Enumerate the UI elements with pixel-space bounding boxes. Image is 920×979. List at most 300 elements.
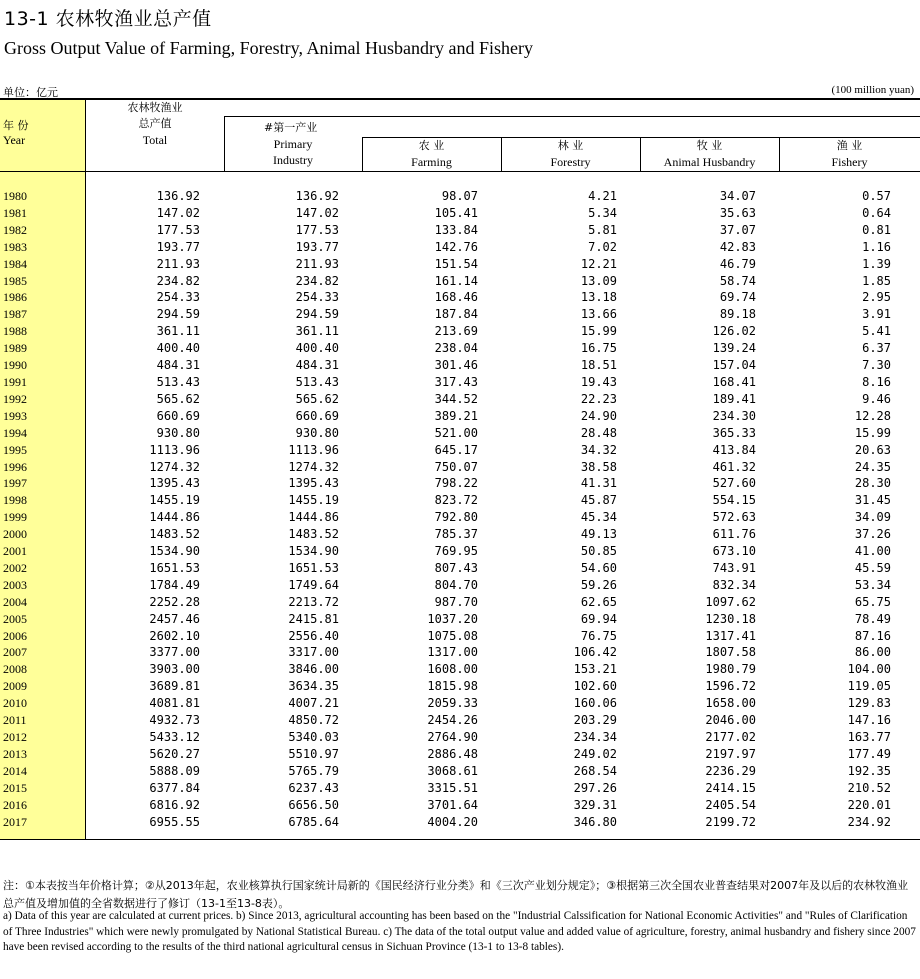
cell-forestry: 102.60 — [573, 679, 617, 694]
table-row — [0, 340, 891, 357]
cell-forestry: 346.80 — [573, 814, 617, 829]
cell-farming: 1317.00 — [427, 645, 478, 660]
cell-forestry: 18.51 — [580, 358, 617, 373]
cell-total: 6955.55 — [149, 814, 200, 829]
table-row — [0, 729, 891, 746]
header-forestry — [501, 138, 640, 170]
cell-animal-husbandry: 46.79 — [719, 256, 756, 271]
table-row — [0, 256, 891, 273]
cell-primary: 565.62 — [295, 391, 339, 406]
cell-primary: 1113.96 — [288, 442, 339, 457]
cell-fishery: 192.35 — [847, 763, 891, 778]
cell-primary: 513.43 — [295, 374, 339, 389]
cell-animal-husbandry: 2414.15 — [705, 780, 756, 795]
header-total-cn1: 农林牧渔业 — [127, 101, 183, 114]
cell-total: 5433.12 — [149, 730, 200, 744]
cell-fishery: 12.28 — [854, 408, 891, 423]
table-row — [0, 459, 891, 476]
cell-forestry: 13.66 — [580, 307, 617, 322]
cell-primary: 147.02 — [295, 205, 339, 220]
cell-year: 1980 — [3, 189, 27, 203]
cell-forestry: 268.54 — [573, 763, 617, 778]
table-row — [0, 408, 891, 425]
cell-primary: 6785.64 — [288, 814, 339, 829]
cell-primary: 1749.64 — [288, 577, 339, 592]
cell-total: 3689.81 — [149, 679, 200, 694]
cell-farming: 344.52 — [434, 391, 478, 406]
cell-primary: 1483.52 — [288, 527, 339, 542]
cell-fishery: 129.83 — [847, 696, 891, 711]
cell-primary: 361.11 — [295, 324, 339, 339]
cell-animal-husbandry: 34.07 — [719, 189, 756, 203]
cell-total: 400.40 — [156, 341, 200, 356]
cell-total: 177.53 — [156, 222, 200, 237]
data-table-body — [0, 188, 891, 830]
cell-forestry: 7.02 — [588, 239, 617, 254]
cell-primary: 2556.40 — [288, 628, 339, 643]
cell-farming: 2764.90 — [427, 730, 478, 744]
header-farming — [362, 138, 501, 170]
table-row — [0, 695, 891, 712]
cell-fishery: 37.26 — [854, 527, 891, 542]
table-row — [0, 644, 891, 661]
cell-farming: 187.84 — [434, 307, 478, 322]
cell-animal-husbandry: 1807.58 — [705, 645, 756, 660]
cell-year: 2017 — [3, 814, 27, 829]
cell-year: 2007 — [3, 645, 27, 660]
cell-forestry: 13.09 — [580, 273, 617, 288]
cell-year: 1997 — [3, 476, 27, 491]
cell-fishery: 0.57 — [862, 189, 891, 203]
cell-year: 2006 — [3, 628, 27, 643]
cell-year: 1986 — [3, 290, 27, 305]
cell-forestry: 62.65 — [580, 594, 617, 609]
cell-farming: 105.41 — [434, 205, 478, 220]
cell-forestry: 329.31 — [573, 797, 617, 812]
cell-animal-husbandry: 832.34 — [712, 577, 756, 592]
cell-animal-husbandry: 743.91 — [712, 560, 756, 575]
cell-total: 136.92 — [156, 189, 200, 203]
cell-animal-husbandry: 1980.79 — [705, 662, 756, 677]
cell-farming: 1608.00 — [427, 662, 478, 677]
cell-total: 1444.86 — [149, 510, 200, 525]
cell-year: 1983 — [3, 239, 27, 254]
cell-fishery: 163.77 — [847, 730, 891, 744]
cell-year: 1988 — [3, 324, 27, 339]
notes-en: a) Data of this year are calculated at current prices. b) Since 2013, agricultural accounting has been based on the "Industrial Calssification for National Economic Activities" and "Rules of Clarification of Three Industries" which were newly promulgated by National Statistical Bureau. c) The data of the total output value and added value of agriculture, forestry, animal husbandry and fishery since 2007 have been revised according to the results of the third national agricultural census in Sichuan Province (13-1 to 13-8 tables). — [3, 910, 916, 953]
cell-farming: 317.43 — [434, 374, 478, 389]
cell-farming: 98.07 — [441, 189, 478, 203]
table-row — [0, 442, 891, 459]
cell-year: 2004 — [3, 594, 27, 609]
cell-fishery: 220.01 — [847, 797, 891, 812]
cell-animal-husbandry: 2199.72 — [705, 814, 756, 829]
header-farming-cn: 农 业 — [418, 139, 445, 152]
cell-fishery: 177.49 — [847, 746, 891, 761]
cell-primary: 2415.81 — [288, 611, 339, 626]
cell-primary: 930.80 — [295, 425, 339, 440]
cell-forestry: 59.26 — [580, 577, 617, 592]
cell-year: 2015 — [3, 780, 27, 795]
table-row — [0, 323, 891, 340]
table-row — [0, 205, 891, 222]
cell-year: 1998 — [3, 493, 27, 508]
cell-primary: 1274.32 — [288, 459, 339, 474]
cell-total: 2457.46 — [149, 611, 200, 626]
cell-forestry: 249.02 — [573, 746, 617, 761]
cell-primary: 193.77 — [295, 239, 339, 254]
cell-animal-husbandry: 168.41 — [712, 374, 756, 389]
cell-farming: 769.95 — [434, 544, 478, 559]
cell-forestry: 19.43 — [580, 374, 617, 389]
table-row — [0, 475, 891, 492]
cell-primary: 294.59 — [295, 307, 339, 322]
cell-farming: 2886.48 — [427, 746, 478, 761]
header-total-en: Total — [142, 133, 168, 147]
page-title-cn: 13-1 农林牧渔业总产值 — [4, 8, 212, 30]
cell-animal-husbandry: 1230.18 — [705, 611, 756, 626]
cell-year: 1992 — [3, 391, 27, 406]
header-total — [100, 100, 210, 148]
cell-fishery: 3.91 — [862, 307, 891, 322]
cell-farming: 792.80 — [434, 510, 478, 525]
cell-farming: 301.46 — [434, 358, 478, 373]
cell-year: 1991 — [3, 374, 27, 389]
table-row — [0, 374, 891, 391]
unit-label-en: (100 million yuan) — [831, 84, 914, 96]
table-row — [0, 797, 891, 814]
cell-primary: 4850.72 — [288, 713, 339, 728]
cell-total: 6377.84 — [149, 780, 200, 795]
cell-animal-husbandry: 189.41 — [712, 391, 756, 406]
cell-primary: 254.33 — [295, 290, 339, 305]
cell-total: 1651.53 — [149, 560, 200, 575]
cell-total: 5620.27 — [149, 746, 200, 761]
cell-forestry: 153.21 — [573, 662, 617, 677]
cell-forestry: 38.58 — [580, 459, 617, 474]
table-row — [0, 222, 891, 239]
cell-total: 513.43 — [156, 374, 200, 389]
cell-fishery: 9.46 — [862, 391, 891, 406]
cell-year: 2003 — [3, 577, 27, 592]
table-row — [0, 661, 891, 678]
cell-farming: 750.07 — [434, 459, 478, 474]
cell-forestry: 12.21 — [580, 256, 617, 271]
table-row — [0, 577, 891, 594]
cell-total: 1395.43 — [149, 476, 200, 491]
cell-animal-husbandry: 365.33 — [712, 425, 756, 440]
cell-year: 2008 — [3, 662, 27, 677]
cell-primary: 136.92 — [295, 189, 339, 203]
cell-forestry: 24.90 — [580, 408, 617, 423]
cell-primary: 400.40 — [295, 341, 339, 356]
cell-forestry: 160.06 — [573, 696, 617, 711]
table-row — [0, 391, 891, 408]
cell-farming: 1037.20 — [427, 611, 478, 626]
cell-forestry: 34.32 — [580, 442, 617, 457]
cell-forestry: 45.34 — [580, 510, 617, 525]
cell-fishery: 31.45 — [854, 493, 891, 508]
table-row — [0, 611, 891, 628]
cell-fishery: 8.16 — [862, 374, 891, 389]
cell-primary: 484.31 — [295, 358, 339, 373]
cell-fishery: 2.95 — [862, 290, 891, 305]
cell-fishery: 5.41 — [862, 324, 891, 339]
cell-forestry: 50.85 — [580, 544, 617, 559]
cell-year: 2014 — [3, 763, 27, 778]
cell-total: 294.59 — [156, 307, 200, 322]
cell-fishery: 45.59 — [854, 560, 891, 575]
cell-total: 6816.92 — [149, 797, 200, 812]
cell-farming: 3068.61 — [427, 763, 478, 778]
cell-animal-husbandry: 1658.00 — [705, 696, 756, 711]
table-row — [0, 239, 891, 256]
cell-farming: 238.04 — [434, 341, 478, 356]
cell-farming: 4004.20 — [427, 814, 478, 829]
cell-total: 211.93 — [156, 256, 200, 271]
cell-fishery: 87.16 — [854, 628, 891, 643]
header-fishery-en: Fishery — [831, 155, 868, 169]
cell-fishery: 15.99 — [854, 425, 891, 440]
cell-animal-husbandry: 35.63 — [719, 205, 756, 220]
cell-primary: 3634.35 — [288, 679, 339, 694]
cell-farming: 987.70 — [434, 594, 478, 609]
table-row — [0, 357, 891, 374]
cell-animal-husbandry: 2405.54 — [705, 797, 756, 812]
table-row — [0, 628, 891, 645]
cell-primary: 4007.21 — [288, 696, 339, 711]
cell-year: 1984 — [3, 256, 27, 271]
cell-total: 565.62 — [156, 391, 200, 406]
cell-total: 1113.96 — [149, 442, 200, 457]
cell-farming: 1075.08 — [427, 628, 478, 643]
cell-primary: 6656.50 — [288, 797, 339, 812]
cell-primary: 1534.90 — [288, 544, 339, 559]
cell-forestry: 54.60 — [580, 560, 617, 575]
table-row — [0, 594, 891, 611]
cell-fishery: 86.00 — [854, 645, 891, 660]
cell-animal-husbandry: 2177.02 — [705, 730, 756, 744]
header-primary-en2: Industry — [273, 153, 313, 167]
cell-farming: 213.69 — [434, 324, 478, 339]
cell-farming: 161.14 — [434, 273, 478, 288]
cell-animal-husbandry: 139.24 — [712, 341, 756, 356]
cell-total: 147.02 — [156, 205, 200, 220]
cell-primary: 1651.53 — [288, 560, 339, 575]
cell-farming: 168.46 — [434, 290, 478, 305]
cell-primary: 5765.79 — [288, 763, 339, 778]
cell-year: 2011 — [3, 713, 27, 728]
cell-year: 1985 — [3, 273, 27, 288]
cell-farming: 798.22 — [434, 476, 478, 491]
cell-animal-husbandry: 673.10 — [712, 544, 756, 559]
cell-animal-husbandry: 42.83 — [719, 239, 756, 254]
cell-total: 484.31 — [156, 358, 200, 373]
header-forestry-en: Forestry — [550, 155, 591, 169]
unit-label-cn: 单位：亿元 — [3, 86, 58, 99]
table-bottom-rule — [0, 839, 920, 840]
cell-forestry: 5.81 — [588, 222, 617, 237]
cell-total: 361.11 — [156, 324, 200, 339]
cell-fishery: 1.39 — [862, 256, 891, 271]
cell-year: 2013 — [3, 746, 27, 761]
header-year-en: Year — [3, 133, 26, 147]
cell-total: 930.80 — [156, 425, 200, 440]
header-primary-en1: Primary — [273, 137, 313, 151]
notes-cn: 注：①本表按当年价格计算；②从2013年起，农业核算执行国家统计局新的《国民经济行业分类》和《三次产业划分规定》；③根据第三次全国农业普查结果对2007年及以后的农林牧渔业总产值及增加值的全省数据进行了修订（13-1至13-8表）。 — [3, 879, 909, 910]
cell-animal-husbandry: 234.30 — [712, 408, 756, 423]
header-primary — [224, 120, 362, 168]
header-year — [3, 118, 29, 148]
header-animal-en: Animal Husbandry — [663, 155, 756, 169]
cell-animal-husbandry: 461.32 — [712, 459, 756, 474]
header-farming-en: Farming — [411, 155, 452, 169]
header-bottom-rule — [0, 171, 920, 172]
header-primary-cn: #第一产业 — [264, 121, 318, 134]
cell-farming: 807.43 — [434, 560, 478, 575]
cell-year: 1996 — [3, 459, 27, 474]
cell-animal-husbandry: 413.84 — [712, 442, 756, 457]
cell-primary: 660.69 — [295, 408, 339, 423]
cell-farming: 521.00 — [434, 425, 478, 440]
cell-animal-husbandry: 611.76 — [712, 527, 756, 542]
cell-forestry: 49.13 — [580, 527, 617, 542]
cell-forestry: 28.48 — [580, 425, 617, 440]
table-row — [0, 543, 891, 560]
cell-forestry: 76.75 — [580, 628, 617, 643]
cell-fishery: 104.00 — [847, 662, 891, 677]
cell-fishery: 34.09 — [854, 510, 891, 525]
cell-year: 2009 — [3, 679, 27, 694]
table-row — [0, 712, 891, 729]
cell-forestry: 106.42 — [573, 645, 617, 660]
table-row — [0, 560, 891, 577]
cell-total: 234.82 — [156, 273, 200, 288]
cell-total: 2252.28 — [149, 594, 200, 609]
table-row — [0, 425, 891, 442]
cell-year: 2012 — [3, 730, 27, 744]
cell-total: 2602.10 — [149, 628, 200, 643]
cell-primary: 6237.43 — [288, 780, 339, 795]
cell-year: 1995 — [3, 442, 27, 457]
cell-primary: 3846.00 — [288, 662, 339, 677]
table-row — [0, 306, 891, 323]
cell-animal-husbandry: 2236.29 — [705, 763, 756, 778]
cell-forestry: 234.34 — [573, 730, 617, 744]
cell-farming: 389.21 — [434, 408, 478, 423]
cell-forestry: 13.18 — [580, 290, 617, 305]
table-row — [0, 746, 891, 763]
cell-total: 1483.52 — [149, 527, 200, 542]
cell-primary: 177.53 — [295, 222, 339, 237]
cell-total: 193.77 — [156, 239, 200, 254]
header-total-cn2: 总产值 — [138, 117, 172, 130]
cell-primary: 3317.00 — [288, 645, 339, 660]
cell-year: 1994 — [3, 425, 27, 440]
cell-primary: 1395.43 — [288, 476, 339, 491]
cell-total: 254.33 — [156, 290, 200, 305]
table-row — [0, 273, 891, 290]
cell-farming: 3701.64 — [427, 797, 478, 812]
cell-farming: 645.17 — [434, 442, 478, 457]
header-animal-cn: 牧 业 — [696, 139, 723, 152]
table-row — [0, 678, 891, 695]
cell-primary: 2213.72 — [288, 594, 339, 609]
cell-fishery: 78.49 — [854, 611, 891, 626]
cell-fishery: 0.64 — [862, 205, 891, 220]
cell-year: 1982 — [3, 222, 27, 237]
cell-year: 2000 — [3, 527, 27, 542]
cell-fishery: 28.30 — [854, 476, 891, 491]
cell-farming: 151.54 — [434, 256, 478, 271]
table-row — [0, 289, 891, 306]
cell-farming: 1815.98 — [427, 679, 478, 694]
cell-primary: 234.82 — [295, 273, 339, 288]
cell-total: 660.69 — [156, 408, 200, 423]
cell-fishery: 0.81 — [862, 222, 891, 237]
cell-farming: 3315.51 — [427, 780, 478, 795]
cell-fishery: 1.85 — [862, 273, 891, 288]
cell-year: 1981 — [3, 205, 27, 220]
cell-forestry: 41.31 — [580, 476, 617, 491]
header-animal — [640, 138, 779, 170]
cell-year: 1999 — [3, 510, 27, 525]
cell-total: 3377.00 — [149, 645, 200, 660]
cell-forestry: 4.21 — [588, 189, 617, 203]
cell-fishery: 24.35 — [854, 459, 891, 474]
cell-animal-husbandry: 89.18 — [719, 307, 756, 322]
cell-year: 1987 — [3, 307, 27, 322]
cell-fishery: 65.75 — [854, 594, 891, 609]
cell-farming: 823.72 — [434, 493, 478, 508]
cell-forestry: 297.26 — [573, 780, 617, 795]
cell-forestry: 45.87 — [580, 493, 617, 508]
cell-fishery: 1.16 — [862, 239, 891, 254]
cell-farming: 785.37 — [434, 527, 478, 542]
cell-year: 2016 — [3, 797, 27, 812]
cell-animal-husbandry: 1317.41 — [705, 628, 756, 643]
table-row — [0, 188, 891, 205]
cell-farming: 804.70 — [434, 577, 478, 592]
cell-farming: 2454.26 — [427, 713, 478, 728]
cell-year: 2010 — [3, 696, 27, 711]
cell-farming: 142.76 — [434, 239, 478, 254]
cell-year: 1990 — [3, 358, 27, 373]
cell-animal-husbandry: 2046.00 — [705, 713, 756, 728]
cell-total: 5888.09 — [149, 763, 200, 778]
cell-fishery: 6.37 — [862, 341, 891, 356]
cell-animal-husbandry: 1097.62 — [705, 594, 756, 609]
cell-fishery: 20.63 — [854, 442, 891, 457]
cell-animal-husbandry: 37.07 — [719, 222, 756, 237]
data-table — [0, 188, 891, 830]
cell-total: 3903.00 — [149, 662, 200, 677]
cell-fishery: 234.92 — [847, 814, 891, 829]
table-row — [0, 814, 891, 831]
cell-animal-husbandry: 69.74 — [719, 290, 756, 305]
cell-forestry: 69.94 — [580, 611, 617, 626]
header-fishery-cn: 渔 业 — [836, 139, 863, 152]
cell-primary: 5340.03 — [288, 730, 339, 744]
cell-animal-husbandry: 58.74 — [719, 273, 756, 288]
cell-forestry: 5.34 — [588, 205, 617, 220]
cell-primary: 1455.19 — [288, 493, 339, 508]
cell-fishery: 7.30 — [862, 358, 891, 373]
cell-year: 1989 — [3, 341, 27, 356]
cell-animal-husbandry: 157.04 — [712, 358, 756, 373]
cell-total: 1455.19 — [149, 493, 200, 508]
table-row — [0, 763, 891, 780]
